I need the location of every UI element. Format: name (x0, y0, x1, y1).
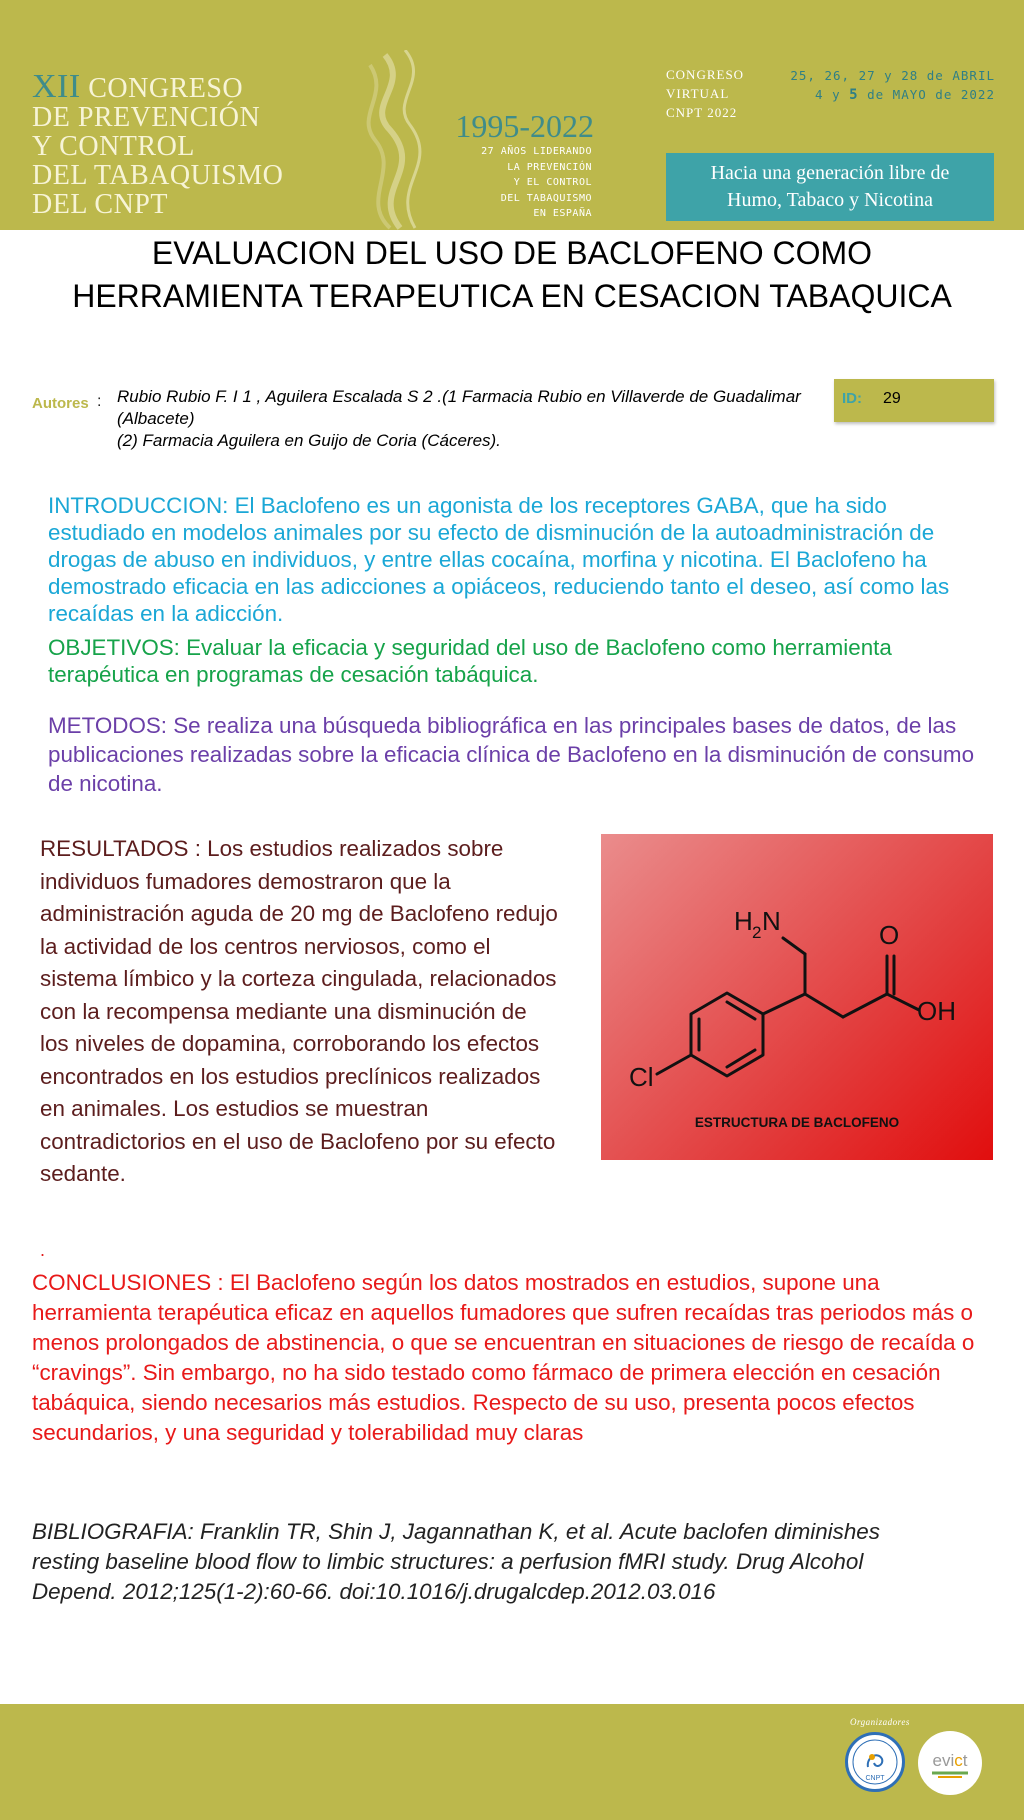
amine-h-label: H (734, 906, 753, 936)
hydroxyl-label: OH (917, 996, 956, 1026)
amine-subscript: 2 (752, 923, 762, 942)
conclusiones-section: CONCLUSIONES : El Baclofeno según los datos mostrados en estudios, supone una herramienta terapéutica eficaz en aquellos fumadores que sufren recaídas tras periodos más o menos prolongados de abstinencia, o que se encuentran en situaciones de riesgo de recaída o “cravings”. Sin embargo, no ha sido testado como fármaco de primera elección en cesación tabáquica, siendo necesarios más estudios. Respecto de su uso, presenta pocos efectos secundarios, y una seguridad y tolerabilidad muy claras (32, 1270, 975, 1445)
dates-part: de MAYO de 2022 (858, 87, 995, 102)
congress-title-line-4: DEL TABAQUISMO (32, 160, 284, 191)
introduccion-section: INTRODUCCION: El Baclofeno es un agonista de los receptores GABA, que ha sido estudiado en modelos animales por su efecto de disminución de la autoadministración de drogas de abuso en individuos, y entre ellas cocaína, morfina y nicotina. El Baclofeno ha demostrado eficacia en las adicciones a opiáceos, reduciendo tanto el deseo, así como las recaídas en la adicción. (48, 493, 950, 626)
poster-title: EVALUACION DEL USO DE BACLOFENO COMO HERRAMIENTA TERAPEUTICA EN CESACION TABAQUICA (72, 235, 952, 314)
id-label: ID: (842, 390, 862, 407)
congress-title-line-3: Y CONTROL (32, 131, 195, 162)
organizers-label: Organizadores (850, 1717, 910, 1727)
anniversary-line: 27 AÑOS LIDERANDO (481, 146, 592, 157)
authors-line-2: (2) Farmacia Aguilera en Guijo de Coria (Cáceres). (117, 431, 501, 450)
authors-colon: : (97, 393, 102, 410)
virtual-line: VIRTUAL (666, 86, 730, 101)
oxygen-label: O (879, 920, 900, 950)
baclofen-molecule-diagram (601, 834, 993, 1160)
congress-title (32, 68, 284, 220)
id-value: 29 (883, 390, 901, 407)
stray-dot: . (40, 1240, 46, 1260)
evict-logo (918, 1731, 982, 1795)
metodos-section: METODOS: Se realiza una búsqueda bibliográfica en las principales bases de datos, de las publicaciones realizadas sobre la eficacia clínica de Baclofeno en la disminución de consumo de nicotina. (48, 713, 975, 796)
congress-title-line-5: DEL CNPT (32, 189, 168, 220)
evict-part: c (954, 1751, 963, 1770)
cnpt-logo-icon (848, 1735, 902, 1789)
dates-part: 5 (849, 87, 859, 103)
cnpt-logo-text: CNPT (865, 1775, 885, 1782)
id-box (834, 379, 994, 422)
bibliografia-section: BIBLIOGRAFIA: Franklin TR, Shin J, Jagannathan K, et al. Acute baclofen diminishes resting baseline blood flow to limbic structures: a perfusion fMRI study. Drug Alcohol Depend. 2012;125(1-2):60-66. doi:10.1016/j.drugalcdep.2012.03.016 (32, 1519, 880, 1604)
anniversary-line: DEL TABAQUISMO (500, 192, 592, 204)
baclofen-structure-figure (601, 834, 993, 1160)
anniversary-line: EN ESPAÑA (533, 208, 592, 219)
slogan-box (666, 153, 994, 221)
figure-caption: ESTRUCTURA DE BACLOFENO (694, 1115, 900, 1130)
virtual-line: CNPT 2022 (666, 105, 738, 120)
chlorine-label: Cl (629, 1062, 654, 1092)
virtual-congress-label (666, 65, 744, 122)
amine-n-label: N (762, 906, 781, 936)
evict-part: t (962, 1751, 968, 1770)
footer-banner (0, 1704, 1024, 1820)
anniversary-subtitle (430, 144, 592, 222)
dates-part: 4 y (815, 87, 850, 102)
congress-title-line-1: CONGRESO (88, 73, 244, 104)
congress-number: XII (32, 68, 81, 105)
slogan-line-2: Humo, Tabaco y Nicotina (727, 189, 933, 211)
anniversary-line: LA PREVENCIÓN (507, 161, 592, 173)
resultados-section: RESULTADOS : Los estudios realizados sobre individuos fumadores demostraron que la administración aguda de 20 mg de Baclofeno redujo la actividad de los centros nerviosos, como el sistema límbico y la corteza cingulada, relacionados con la recompensa mediante una disminución de los niveles de dopamina, corroborando los efectos encontrados en los estudios preclínicos realizados en animales. Los estudios se muestran contradictorios en el uso de Baclofeno por su efecto sedante. (40, 836, 558, 1186)
header-banner (0, 0, 1024, 230)
anniversary-years: 1995-2022 (455, 108, 594, 144)
congress-dates (760, 66, 995, 105)
virtual-line: CONGRESO (666, 67, 745, 82)
cnpt-logo (845, 1732, 905, 1792)
congress-title-line-2: DE PREVENCIÓN (32, 102, 261, 133)
dates-line-2 (760, 85, 995, 105)
anniversary-line: Y EL CONTROL (513, 177, 592, 188)
evict-underline-icon (918, 1731, 982, 1795)
authors-label: Autores (32, 395, 89, 412)
dates-line-1: 25, 26, 27 y 28 de ABRIL (790, 68, 995, 83)
authors-text (117, 386, 817, 452)
slogan-line-1: Hacia una generación libre de (710, 162, 950, 184)
authors-line-1: Rubio Rubio F. I 1 , Aguilera Escalada S 2 .(1 Farmacia Rubio en Villaverde de Guadalimar (Albacete) (117, 387, 801, 428)
evict-part: evi (932, 1751, 955, 1770)
objetivos-section: OBJETIVOS: Evaluar la eficacia y seguridad del uso de Baclofeno como herramienta terapéutica en programas de cesación tabáquica. (48, 635, 892, 687)
